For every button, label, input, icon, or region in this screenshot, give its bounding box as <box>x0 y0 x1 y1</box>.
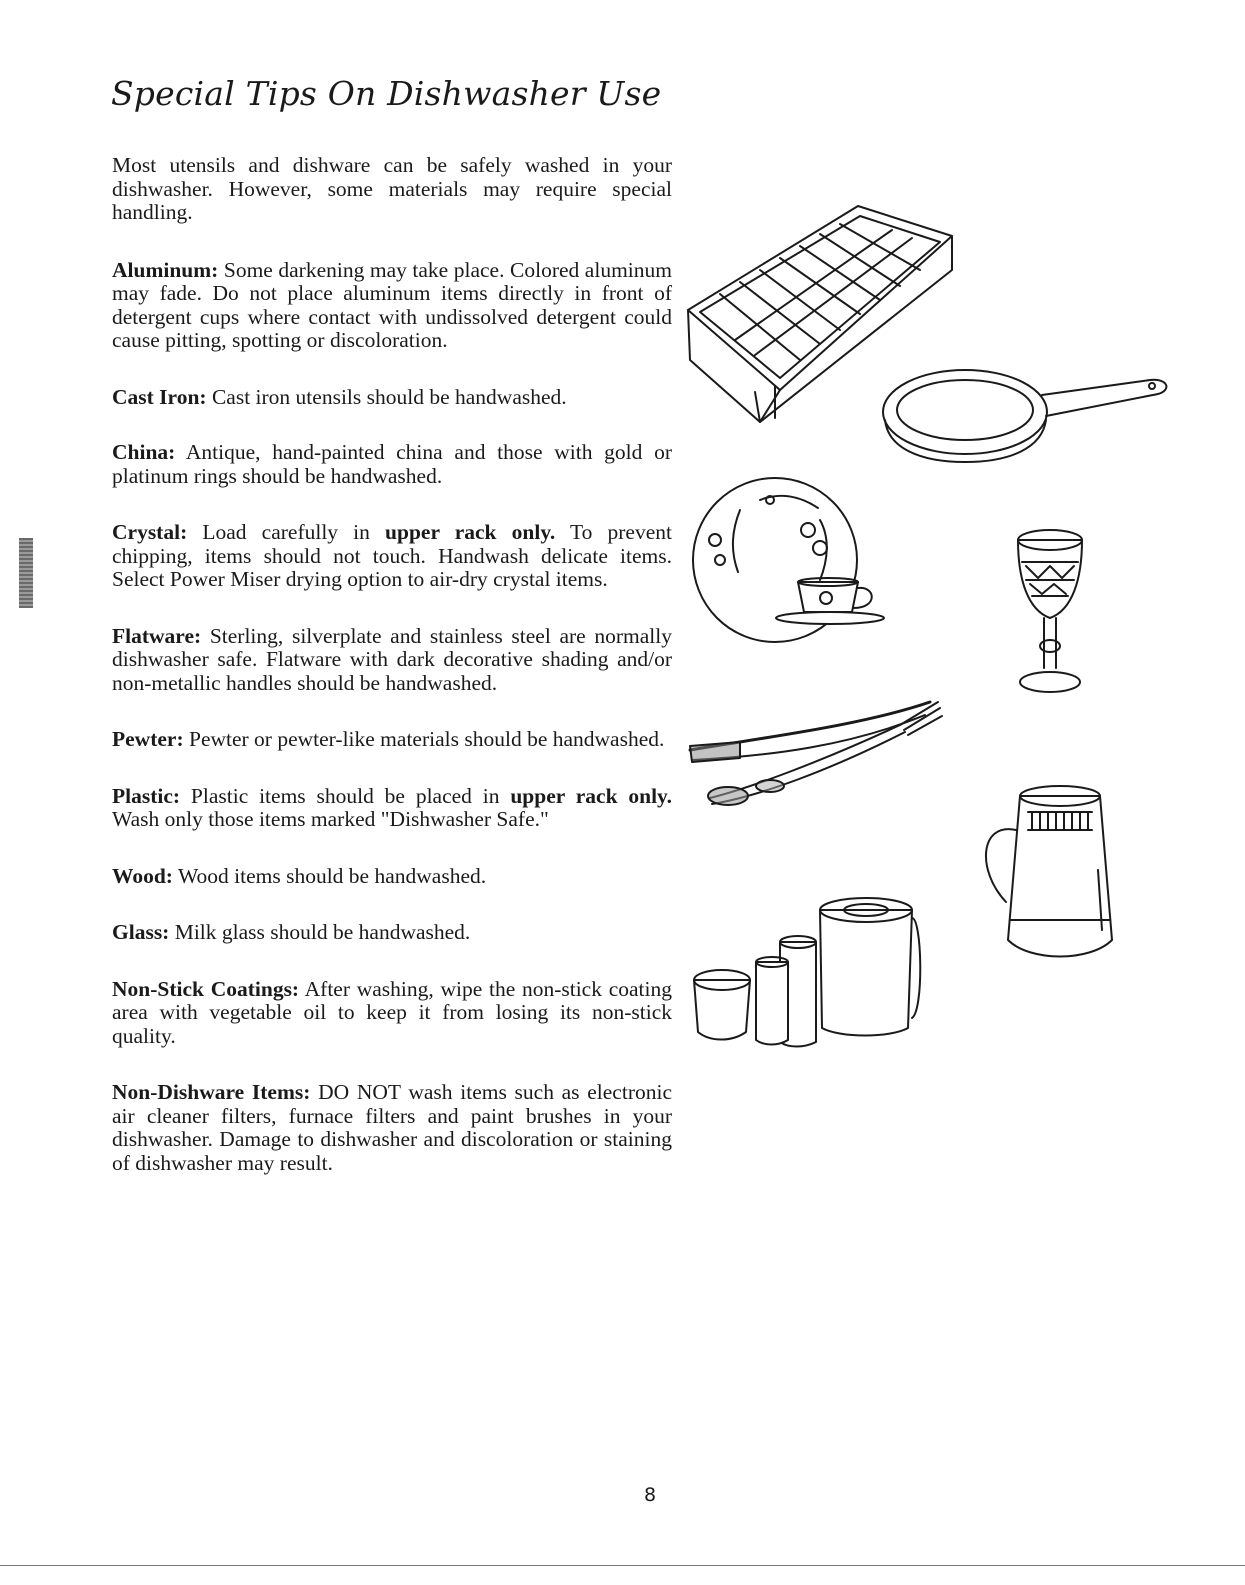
tip-text: Cast iron utensils should be handwashed. <box>211 384 567 409</box>
tip-aluminum <box>112 259 672 353</box>
crystal-goblet-illustration <box>1018 530 1082 692</box>
tip-non-dishware-items <box>112 1081 672 1175</box>
tip-term: China: <box>112 440 176 464</box>
tip-text: To prevent chipping, items should not touch. Handwash delicate items. Select Power Miser drying option to air-dry crystal items. <box>112 520 672 591</box>
tip-term: Cast Iron: <box>112 384 207 409</box>
page-title: Special Tips On Dishwasher Use <box>111 74 662 113</box>
tip-non-stick-coatings <box>112 978 672 1049</box>
tip-text: Load carefully in <box>202 520 370 544</box>
tip-term: Crystal: <box>112 520 188 544</box>
tip-text: Some darkening may take place. Colored aluminum may fade. Do not place aluminum items directly in front of detergent cups where contact with undissolved detergent could cause pitting, spotting or discoloration. <box>112 257 672 352</box>
tip-cast-iron <box>112 386 672 410</box>
tips-column <box>112 154 672 1175</box>
tip-text: Wash only those items marked "Dishwasher Safe." <box>112 807 549 831</box>
dishware-illustrations <box>680 190 1200 1090</box>
tip-crystal <box>112 521 672 592</box>
flatware-illustration <box>690 702 942 805</box>
tip-text: Plastic items should be placed in <box>190 783 500 808</box>
tip-flatware <box>112 625 672 696</box>
tip-term: Non-Stick Coatings: <box>112 976 300 1001</box>
tip-text: Wood items should be handwashed. <box>177 863 487 888</box>
tip-pewter <box>112 728 672 752</box>
section-tab-marker <box>19 538 33 608</box>
tip-text: After washing, wipe the non-stick coating area with vegetable oil to keep it from losing its non-stick quality. <box>112 976 672 1048</box>
tip-wood <box>112 865 672 889</box>
tip-term: Pewter: <box>112 727 184 751</box>
pitcher-illustration <box>986 786 1112 957</box>
skillet-illustration <box>883 370 1166 462</box>
intro-paragraph: Most utensils and dishware can be safely washed in your dishwasher. However, some materials may require special handling. <box>112 153 672 224</box>
tip-term: Wood: <box>112 863 173 888</box>
tip-text: DO NOT wash items such as electronic air cleaner filters, furnace filters and paint brushes in your dishwasher. Damage to dishwasher and discoloration or staining of dishwasher may result. <box>112 1080 673 1175</box>
plastic-containers-illustration <box>694 898 920 1047</box>
tip-emphasis: upper rack only. <box>510 783 672 808</box>
tip-text: Antique, hand-painted china and those with gold or platinum rings should be handwashed. <box>112 440 672 488</box>
tip-term: Aluminum: <box>112 257 219 282</box>
tip-text: Sterling, silverplate and stainless steel are normally dishwasher safe. Flatware with dark decorative shading and/or non-metallic handles should be handwashed. <box>112 623 673 695</box>
tip-china <box>112 441 672 488</box>
tip-term: Flatware: <box>112 623 202 648</box>
tip-emphasis: upper rack only. <box>385 520 556 544</box>
tip-term: Plastic: <box>112 783 181 808</box>
page-number: 8 <box>643 1484 657 1506</box>
tip-glass <box>112 921 672 945</box>
tip-term: Glass: <box>112 920 170 944</box>
tip-term: Non-Dishware Items: <box>112 1080 311 1104</box>
tip-text: Pewter or pewter-like materials should be handwashed. <box>188 727 665 751</box>
page-bottom-edge <box>0 1565 1245 1566</box>
tip-text: Milk glass should be handwashed. <box>174 920 471 944</box>
tip-plastic <box>112 785 672 832</box>
